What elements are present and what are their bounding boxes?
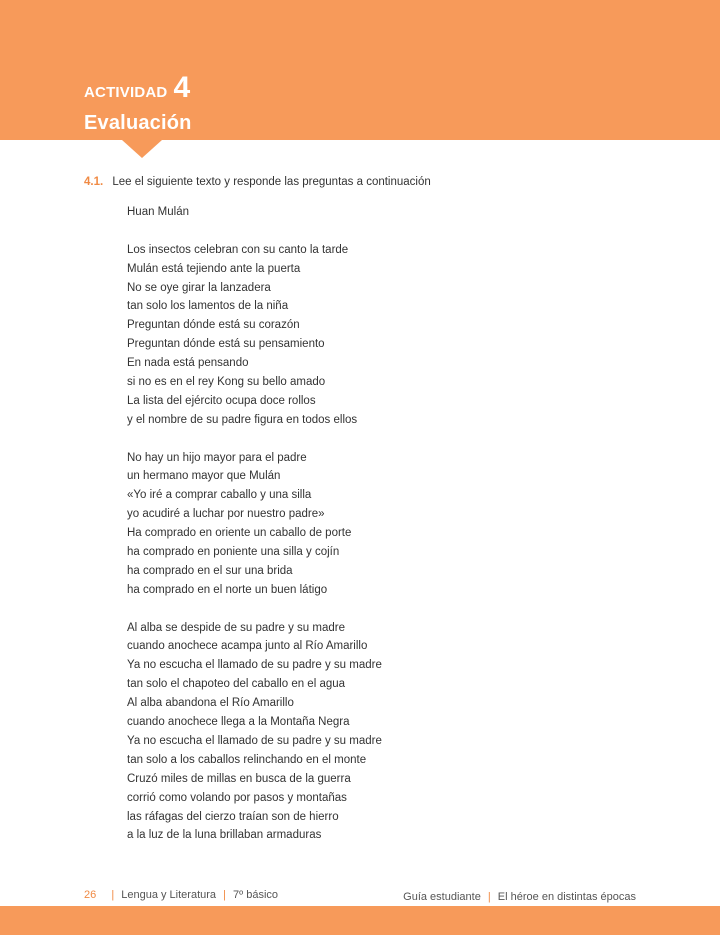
stanza-gap	[127, 430, 382, 449]
stanza-3	[127, 619, 382, 846]
footer-separator: |	[111, 889, 115, 901]
footer-separator: |	[487, 891, 491, 903]
guide-label: Guía estudiante	[403, 891, 481, 903]
poem-line: ha comprado en el sur una brida	[127, 564, 293, 577]
poem-line: y el nombre de su padre figura en todos ellos	[127, 413, 358, 426]
instruction-number: 4.1.	[84, 176, 104, 188]
poem-line: tan solo los lamentos de la niña	[127, 300, 289, 313]
poem-line: Cruzó miles de millas en busca de la guerra	[127, 772, 351, 785]
poem-line: yo acudiré a luchar por nuestro padre»	[127, 508, 325, 521]
poem-line: No hay un hijo mayor para el padre	[127, 451, 307, 464]
footer-left	[84, 889, 278, 901]
poem-line: ha comprado en el norte un buen látigo	[127, 583, 328, 596]
activity-number: 4	[173, 71, 191, 104]
poem-line: No se oye girar la lanzadera	[127, 281, 271, 294]
footer-band	[0, 906, 720, 935]
poem-line: Ya no escucha el llamado de su padre y su madre	[127, 734, 382, 747]
stanza-gap	[127, 222, 382, 241]
poem-line: Preguntan dónde está su corazón	[127, 319, 300, 332]
poem-line: si no es en el rey Kong su bello amado	[127, 376, 326, 389]
poem-line: tan solo a los caballos relinchando en el monte	[127, 753, 367, 766]
unit-label: El héroe en distintas épocas	[497, 891, 636, 903]
footer-separator: |	[223, 889, 226, 901]
poem-title: Huan Mulán	[127, 206, 190, 218]
instruction	[84, 176, 431, 188]
header-notch	[122, 140, 162, 158]
poem-line: «Yo iré a comprar caballo y una silla	[127, 489, 312, 502]
stanza-gap	[127, 600, 382, 619]
poem-line: cuando anochece llega a la Montaña Negra	[127, 716, 350, 729]
stanza-1	[127, 241, 382, 430]
stanza-2	[127, 449, 382, 600]
activity-heading	[84, 73, 190, 103]
footer-right	[403, 891, 636, 903]
poem-line: corrió como volando por pasos y montañas	[127, 791, 347, 804]
poem-line: un hermano mayor que Mulán	[127, 470, 281, 483]
poem-line: Mulán está tejiendo ante la puerta	[127, 262, 301, 275]
section-title: Evaluación	[84, 112, 192, 134]
subject-label: Lengua y Literatura	[121, 889, 217, 901]
poem-line: En nada está pensando	[127, 357, 249, 370]
poem-line: a la luz de la luna brillaban armaduras	[127, 829, 322, 842]
poem-line: Ha comprado en oriente un caballo de porte	[127, 527, 352, 540]
poem-line: cuando anochece acampa junto al Río Amarillo	[127, 640, 368, 653]
poem-line: La lista del ejército ocupa doce rollos	[127, 394, 316, 407]
poem-line: Al alba se despide de su padre y su madre	[127, 621, 345, 634]
poem	[127, 203, 382, 845]
activity-label: ACTIVIDAD	[84, 84, 168, 101]
page-number: 26	[84, 889, 97, 901]
poem-line: Ya no escucha el llamado de su padre y su madre	[127, 659, 382, 672]
instruction-text: Lee el siguiente texto y responde las preguntas a continuación	[112, 176, 431, 188]
poem-line: Preguntan dónde está su pensamiento	[127, 338, 325, 351]
poem-line: Al alba abandona el Río Amarillo	[127, 697, 294, 710]
poem-line: tan solo el chapoteo del caballo en el agua	[127, 678, 346, 691]
poem-line: ha comprado en poniente una silla y cojín	[127, 546, 340, 559]
grade-label: 7º básico	[233, 889, 279, 901]
poem-line: las ráfagas del cierzo traían son de hierro	[127, 810, 339, 823]
poem-line: Los insectos celebran con su canto la tarde	[127, 243, 349, 256]
